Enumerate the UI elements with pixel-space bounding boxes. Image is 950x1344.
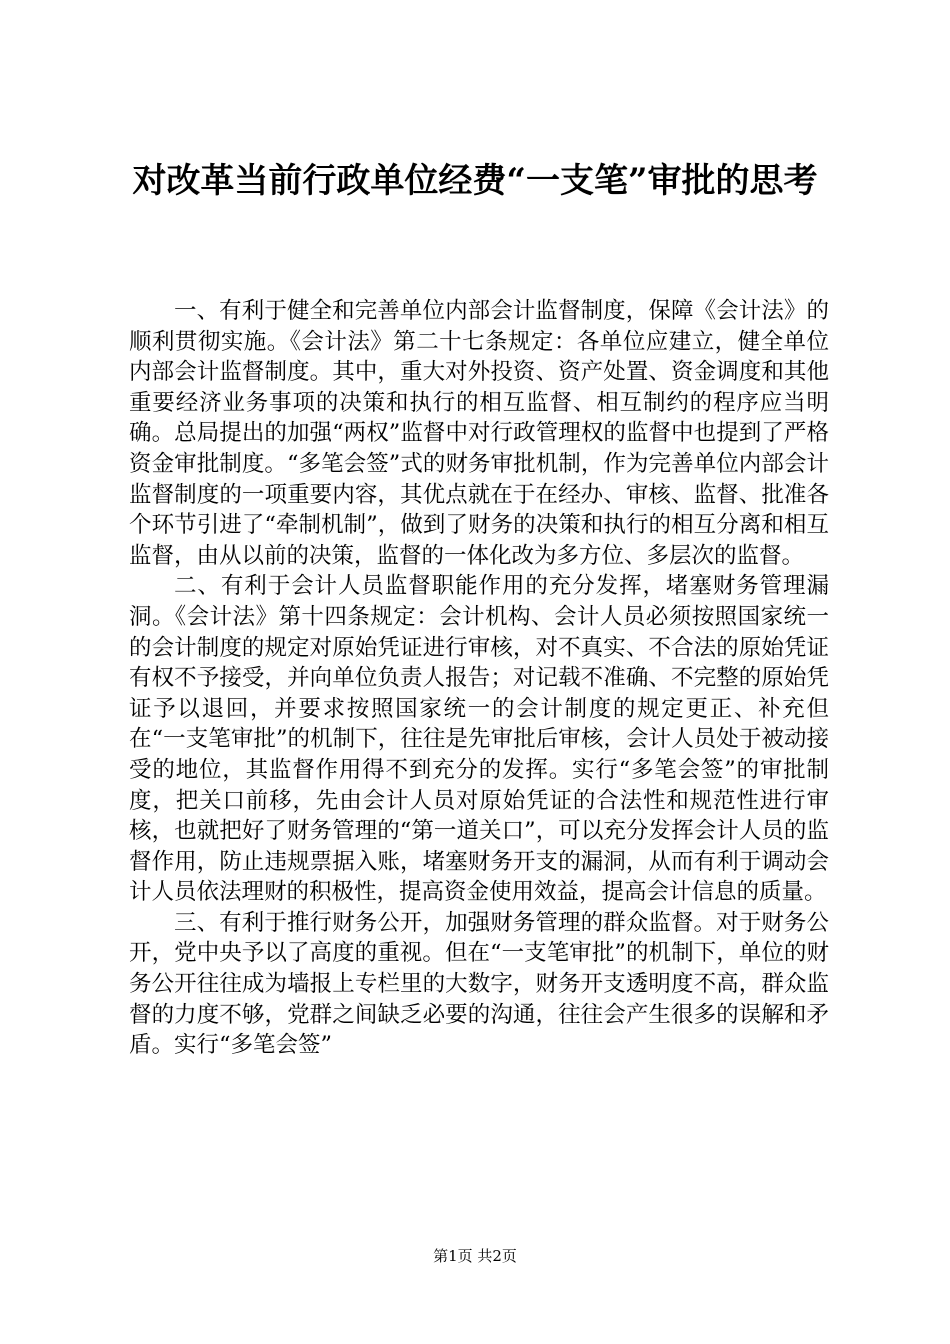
paragraph-3: 三、有利于推行财务公开，加强财务管理的群众监督。对于财务公开，党中央予以了高度的重视。但在“一支笔审批”的机制下，单位的财务公开往往成为墙报上专栏里的大数字，财务开支透明度不高，群众监督的力度不够，党群之间缺乏必要的沟通，往往会产生很多的误解和矛盾。实行“多笔会签”	[129, 909, 829, 1059]
paragraph-2: 二、有利于会计人员监督职能作用的充分发挥，堵塞财务管理漏洞。《会计法》第十四条规定：会计机构、会计人员必须按照国家统一的会计制度的规定对原始凭证进行审核，对不真实、不合法的原始凭证有权不予接受，并向单位负责人报告；对记载不准确、不完整的原始凭证予以退回，并要求按照国家统一的会计制度的规定更正、补充但在“一支笔审批”的机制下，往往是先审批后审核，会计人员处于被动接受的地位，其监督作用得不到充分的发挥。实行“多笔会签”的审批制度，把关口前移，先由会计人员对原始凭证的合法性和规范性进行审核，也就把好了财务管理的“第一道关口”，可以充分发挥会计人员的监督作用，防止违规票据入账，堵塞财务开支的漏洞，从而有利于调动会计人员依法理财的积极性，提高资金使用效益，提高会计信息的质量。	[129, 573, 829, 906]
document-body	[129, 296, 829, 1061]
paragraph-1: 一、有利于健全和完善单位内部会计监督制度，保障《会计法》的顺利贯彻实施。《会计法》第二十七条规定：各单位应建立，健全单位内部会计监督制度。其中，重大对外投资、资产处置、资金调度和其他重要经济业务事项的决策和执行的相互监督、相互制约的程序应当明确。总局提出的加强“两权”监督中对行政管理权的监督中也提到了严格资金审批制度。“多笔会签”式的财务审批机制，作为完善单位内部会计监督制度的一项重要内容，其优点就在于在经办、审核、监督、批准各个环节引进了“牵制机制”，做到了财务的决策和执行的相互分离和相互监督，由从以前的决策，监督的一体化改为多方位、多层次的监督。	[129, 298, 829, 569]
document-title: 对改革当前行政单位经费“一支笔”审批的思考	[132, 161, 818, 201]
page-number-footer: 第1页 共2页	[433, 1247, 517, 1265]
